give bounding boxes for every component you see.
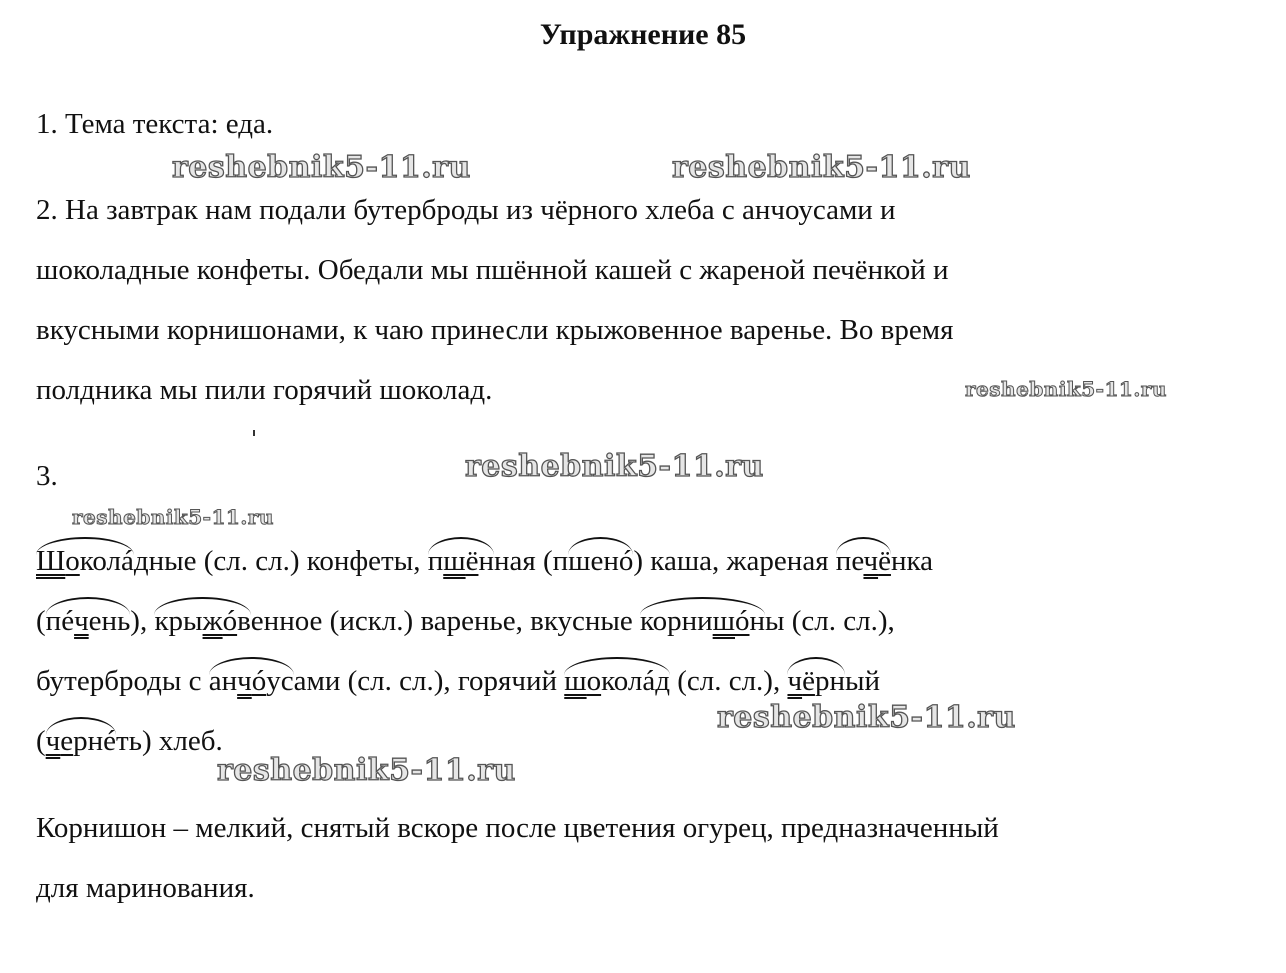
consonant-double: ж [202, 605, 223, 637]
watermark: reshebnik5-11.ru [965, 377, 1167, 401]
consonant-double: ч [74, 605, 89, 637]
root-mark: корнишóн [640, 605, 766, 637]
root-mark: пшён [427, 545, 494, 577]
vowel-single: е [60, 725, 74, 757]
watermark: reshebnik5-11.ru [717, 700, 1016, 735]
root-mark: чёрн [787, 665, 845, 697]
root-mark: Шоколá [36, 545, 134, 577]
consonant-double: ш [443, 545, 466, 577]
consonant-double: Ш [36, 545, 66, 577]
page-title: Упражнение 85 [539, 18, 747, 51]
consonant-double: ч [787, 665, 803, 697]
root-mark: шенó [568, 545, 634, 577]
definition-line-2: для маринования. [36, 872, 255, 904]
item-3-line-3: бутерброды с анчóусами (сл. сл.), горячий шоколáд (сл. сл.), чёрный [36, 665, 880, 697]
vowel-single: о [65, 545, 80, 577]
root-mark: чернé [45, 725, 117, 757]
item-3-number: 3. [36, 460, 58, 492]
root-mark: пéчень [45, 605, 131, 637]
root-mark: крыжóв [154, 605, 251, 637]
watermark: reshebnik5-11.ru [72, 505, 274, 529]
item-3-line-2: (пéчень), крыжóвенное (искл.) варенье, вкусные корнишóны (сл. сл.), [36, 605, 895, 637]
watermark: reshebnik5-11.ru [672, 150, 971, 185]
root-mark: печё [835, 545, 891, 577]
item-2-line-3: вкусными корнишонами, к чаю принесли крыжовенное варенье. Во время [36, 314, 954, 346]
consonant-double: ч [45, 725, 61, 757]
consonant-double: ч [863, 545, 879, 577]
root-mark: шоколáд [564, 665, 670, 697]
vowel-single: ó [735, 605, 750, 637]
item-2-line-2: шоколадные конфеты. Обедали мы пшённой кашей с жареной печёнкой и [36, 254, 949, 286]
item-2-line-4: полдника мы пили горячий шоколад. [36, 374, 493, 406]
consonant-double: ш [712, 605, 735, 637]
vowel-single: о [586, 665, 602, 697]
vowel-single: ó [251, 665, 267, 697]
watermark: reshebnik5-11.ru [465, 449, 764, 484]
root-mark: анчóус [208, 665, 294, 697]
vowel-single: ё [802, 665, 815, 697]
item-3-line-1: Шоколáдные (сл. сл.) конфеты, пшённая (пшенó) каша, жареная печёнка [36, 545, 933, 577]
definition-line-1: Корнишон – мелкий, снятый вскоре после цветения огурец, предназначенный [36, 812, 999, 844]
consonant-double: ч [237, 665, 252, 697]
consonant-double: ш [564, 665, 587, 697]
vowel-single: ё [465, 545, 479, 577]
stray-mark [253, 430, 255, 436]
vowel-single: ё [878, 545, 891, 577]
item-3-line-4: (чернéть) хлеб. [36, 725, 223, 757]
item-1-theme: 1. Тема текста: еда. [36, 108, 274, 140]
watermark: reshebnik5-11.ru [217, 753, 516, 788]
watermark: reshebnik5-11.ru [172, 150, 471, 185]
item-2-line-1: 2. На завтрак нам подали бутерброды из чёрного хлеба с анчоусами и [36, 194, 896, 226]
vowel-single: ó [222, 605, 238, 637]
